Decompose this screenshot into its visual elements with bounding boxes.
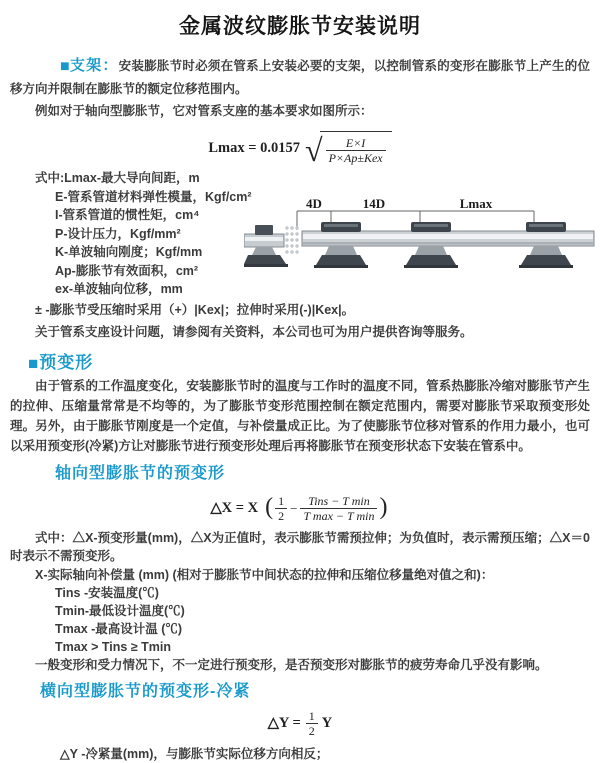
bellows [285,226,298,253]
half-numerator: 1 [308,709,315,723]
temperature-denominator: T max − T min [300,508,377,523]
axial-formula [10,491,590,527]
page-title: 金属波纹膨胀节安装说明 [179,15,421,38]
predeform-section-heading [28,353,590,374]
temperature-fraction [300,494,377,523]
dim-label-lmax: Lmax [459,197,493,211]
section-square-icon: ■ [60,58,70,75]
section-square-icon: ■ [28,353,40,373]
axial-note-line: 一般变形和受力情况下，不一定进行预变形，是否预变形对膨胀节的疲劳寿命几乎没有影响。 [35,657,548,672]
support-intro-paragraph [10,55,590,100]
lmax-fraction-numerator: E×I [345,136,366,150]
half-denominator: 2 [306,723,318,738]
anchor-support [244,225,288,267]
pipe-support-diagram [244,197,596,285]
half-fraction [275,494,287,523]
temp-definition-line: Tins -安装温度(℃) [55,585,159,600]
close-paren: ) [379,494,388,520]
axial-explain-paragraph: 式中：△X-预变形量(mm)，△X为正值时，表示膨胀节需预拉伸；为负值时，表示需预压缩；△X＝0时表示不需预变形。 [10,530,590,563]
lmax-fraction-denominator: P×Ap±Kex [326,150,386,165]
dim-label-14d: 14D [362,197,386,211]
minus-operator: − [290,500,298,516]
half-numerator: 1 [278,494,285,508]
definition-line: P-设计压力，Kgf/mm² [55,226,181,241]
definition-line: E-管系管道材料弹性模量，Kgf/cm² [55,189,252,204]
predeform-paragraph: 由于管系的工作温度变化，安装膨胀节时的温度与工作时的温度不同，管系热膨胀冷缩对膨胀节产生的拉伸、压缩量常常是不均等的，为了膨胀节变形范围控制在额定范围内，需要对膨胀节采取预变形处理。另外，由于膨胀节刚度是一个定值，与补偿量成正比。为了使膨胀节位移对管系的作用力最小，也可以采用预变形(冷紧)方让对膨胀节进行预变形处理后再将膨胀节在预变形状态下安装在管系中。 [10,378,590,453]
support-section-label: 支架： [69,57,119,74]
lmax-formula-lhs: Lmax = 0.0157 [208,139,301,156]
definition-line: 式中:Lmax-最大导向间距，m [35,171,200,185]
lateral-formula [10,707,590,741]
predeform-section-label: 预变形 [39,352,94,372]
support-intro-text: 安装膨胀节时必须在管系上安装必要的支架，以控制管系的变形在膨胀节上产生的位移方向并限制在膨胀节的额定位移范围内。 [10,59,590,96]
radical-sign: √ [305,132,323,168]
lateral-subheading: 横向型膨胀节的预变形-冷紧 [40,682,251,700]
x-definition-line: X-实际轴向补偿量 (mm) (相对于膨胀节中间状态的拉伸和压缩位移量绝对值之和)： [35,567,494,582]
dim-label-4d: 4D [306,197,322,211]
definition-line: Ap-膨胀节有效面积，cm² [55,263,199,278]
temperature-numerator: Tins − T min [308,494,370,508]
definitions-region [10,169,590,343]
temp-definition-line: Tmin-最低设计温度(℃) [55,603,185,618]
lateral-formula-lhs: △Y = [267,715,301,731]
lateral-formula-rhs: Y [321,715,333,731]
half-fraction [306,709,318,738]
temp-inequality-line: Tmax > Tins ≥ Tmin [55,639,172,654]
half-denominator: 2 [275,508,287,523]
sign-note-line: ± -膨胀节受压缩时采用（+）|Kex|；拉伸时采用(-)|Kex|。 [35,302,355,317]
lateral-note-line: △Y -冷紧量(mm)，与膨胀节实际位移方向相反； [60,746,329,761]
definition-line: I-管系管道的惯性矩，cm⁴ [55,208,200,222]
temp-definition-line: Tmax -最高设计温 (℃) [55,621,183,636]
definition-line: ex-单波轴向位移，mm [55,282,183,296]
support-example-line: 例如对于轴向型膨胀节，它对管系支座的基本要求如图所示： [35,104,373,118]
lmax-formula [10,129,590,167]
open-paren: ( [265,494,274,520]
radical-body [320,131,392,165]
axial-formula-lhs: △X = X [210,500,259,516]
axial-subheading: 轴向型膨胀节的预变形 [55,464,226,482]
service-note-line: 关于管系支座设计问题，请参阅有关资料，本公司也可为用户提供咨询等服务。 [35,324,473,339]
pipe [302,231,594,246]
lmax-fraction [326,136,386,165]
definition-line: K-单波轴向刚度；Kgf/mm [55,245,203,259]
